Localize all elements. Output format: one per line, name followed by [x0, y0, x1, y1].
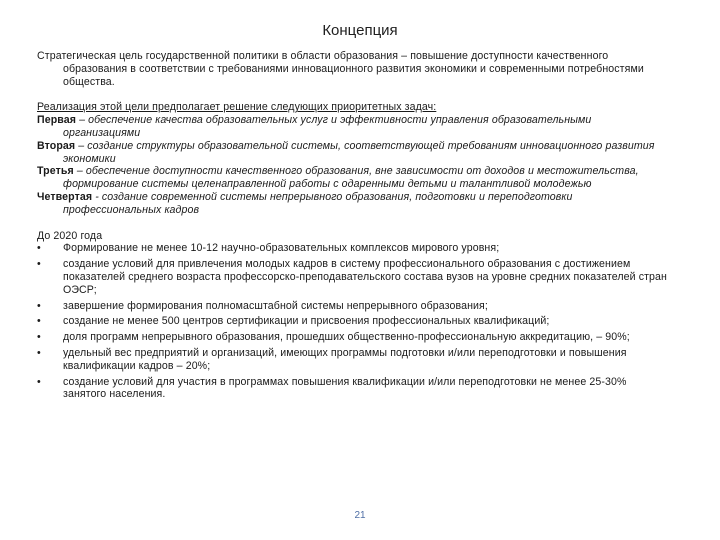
task-item — [37, 165, 667, 191]
target-text: доля программ непрерывного образования, прошедших общественно-профессиональную аккредитацию, – 90%; — [63, 331, 630, 344]
task-item — [37, 140, 667, 166]
task-label: Третья — [37, 165, 74, 178]
target-text: создание условий для привлечения молодых кадров в систему профессионального образования с достижением показателей среднего возраста профессорско-преподавательского состава вузов на уровне средних показателей стран ОЭСР; — [63, 258, 667, 296]
target-item — [37, 347, 667, 373]
target-item — [37, 376, 667, 402]
target-text: создание условий для участия в программах повышения квалификации и/или переподготовки не менее 25-30% занятого населения. — [63, 375, 627, 401]
task-label: Вторая — [37, 139, 76, 152]
spacer — [37, 217, 667, 230]
bullet-icon: • — [37, 299, 41, 312]
page-number: 21 — [354, 510, 366, 521]
task-text: - создание современной системы непрерывного образования, подготовки и переподготовки профессиональных кадров — [63, 190, 573, 216]
slide-content — [37, 50, 667, 404]
task-item — [37, 114, 667, 140]
tasks-heading: Реализация этой цели предполагает решение следующих приоритетных задач: — [37, 101, 437, 114]
bullet-icon: • — [37, 242, 41, 255]
task-text: – обеспечение качества образовательных услуг и эффективности управления образовательными организациями — [63, 114, 592, 139]
target-item — [37, 242, 667, 255]
targets-heading: До 2020 года — [37, 229, 103, 242]
target-item — [37, 258, 667, 296]
targets-list — [37, 242, 667, 401]
slide-title: Концепция — [322, 22, 398, 39]
tasks-list — [37, 114, 667, 216]
target-item — [37, 315, 667, 328]
task-item — [37, 191, 667, 217]
spacer — [37, 88, 667, 101]
bullet-icon: • — [37, 315, 41, 328]
target-text: создание не менее 500 центров сертификации и присвоения профессиональных квалификаций; — [63, 315, 550, 328]
bullet-icon: • — [37, 331, 41, 344]
target-item — [37, 300, 667, 313]
intro-paragraph: Стратегическая цель государственной политики в области образования – повышение доступности качественного образования в соответствии с требованиями инновационного развития экономики и современными потребностями общества. — [37, 50, 644, 88]
target-text: завершение формирования полномасштабной системы непрерывного образования; — [63, 299, 488, 312]
target-text: Формирование не менее 10-12 научно-образовательных комплексов мирового уровня; — [63, 242, 500, 255]
target-item — [37, 331, 667, 344]
task-label: Четвертая — [37, 190, 93, 203]
bullet-icon: • — [37, 375, 41, 388]
task-text: – обеспечение доступности качественного образования, вне зависимости от доходов и местожительства, формирование системы целенаправленной работы с одаренными детьми и талантливой молодежью — [63, 165, 639, 191]
bullet-icon: • — [37, 346, 41, 359]
task-text: – создание структуры образовательной системы, соответствующей требованиям инновационного развития экономики — [63, 139, 655, 165]
target-text: удельный вес предприятий и организаций, имеющих программы подготовки и/или переподготовки и повышения квалификации кадров – 20%; — [63, 346, 627, 372]
bullet-icon: • — [37, 258, 41, 271]
task-label: Первая — [37, 114, 77, 127]
